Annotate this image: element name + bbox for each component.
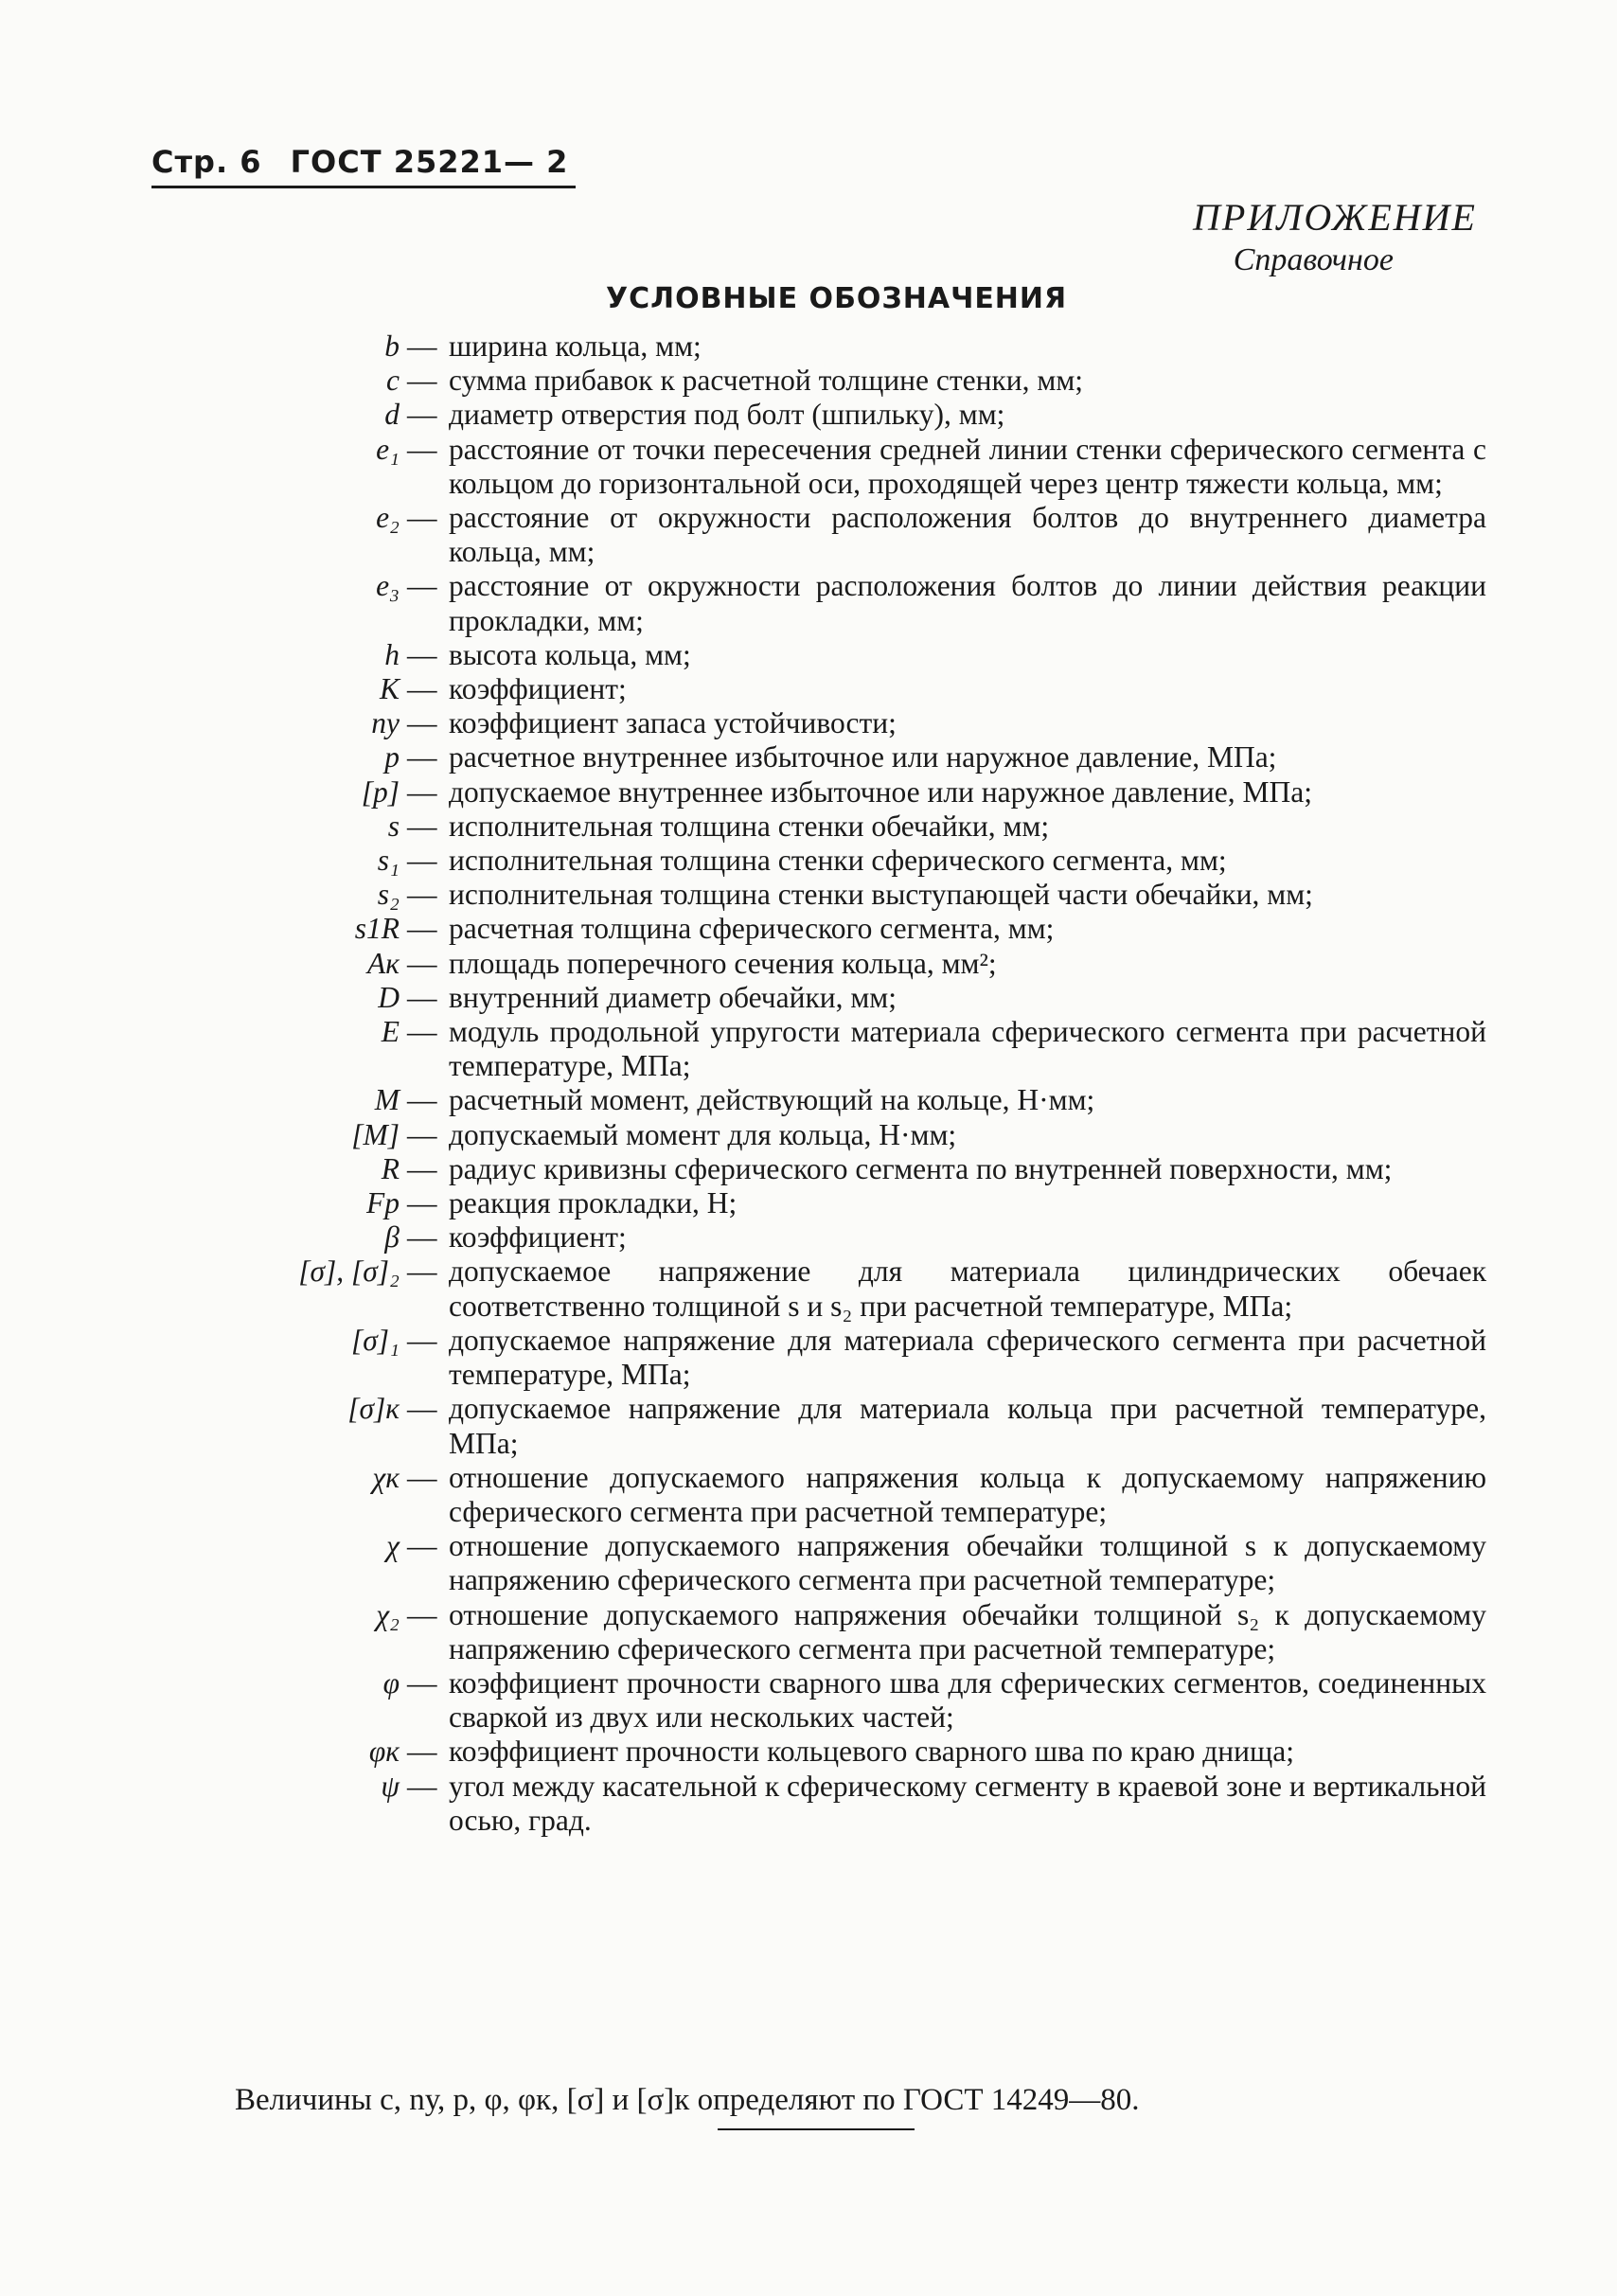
symbol-description: отношение допускаемого напряжения обечайки толщиной s к допускаемому напряжению сферического сегмента при расчетной температуре; xyxy=(449,1529,1486,1597)
symbol-entry xyxy=(218,775,1486,810)
symbol-label: [M] xyxy=(351,1117,400,1151)
em-dash: — xyxy=(407,1769,437,1803)
em-dash: — xyxy=(407,980,437,1014)
symbol-description: высота кольца, мм; xyxy=(449,637,691,671)
header-underline xyxy=(151,186,576,188)
symbol-label: M xyxy=(374,1083,400,1117)
em-dash: — xyxy=(407,329,437,363)
symbol-label: nу xyxy=(371,706,400,740)
end-divider xyxy=(718,2128,915,2130)
symbol-entry xyxy=(218,1461,1486,1529)
em-dash: — xyxy=(407,809,437,843)
footer-note: Величины c, nу, p, φ, φк, [σ] и [σ]к определяют по ГОСТ 14249—80. xyxy=(235,2083,1140,2117)
em-dash: — xyxy=(407,1597,437,1631)
symbol-label: E xyxy=(381,1015,400,1049)
symbol-description: сумма прибавок к расчетной толщине стенки, мм; xyxy=(449,364,1084,398)
symbol-entry xyxy=(218,1529,1486,1597)
symbol-description: коэффициент прочности кольцевого сварного шва по краю днища; xyxy=(449,1735,1295,1769)
page-number: Стр. 6 xyxy=(151,144,262,180)
em-dash: — xyxy=(407,1117,437,1151)
em-dash: — xyxy=(407,398,437,432)
appendix-subtitle: Справочное xyxy=(1233,242,1394,277)
symbol-description: расчетная толщина сферического сегмента, мм; xyxy=(449,912,1055,946)
symbol-label: R xyxy=(381,1151,400,1185)
standard-number: ГОСТ 25221— 2 xyxy=(290,144,569,180)
symbol-label: [σ]₁ xyxy=(350,1323,400,1357)
em-dash: — xyxy=(407,1529,437,1563)
symbol-label: ψ xyxy=(381,1769,400,1803)
symbol-label: χк xyxy=(372,1460,400,1494)
em-dash: — xyxy=(407,946,437,980)
em-dash: — xyxy=(407,844,437,878)
em-dash: — xyxy=(407,706,437,740)
symbol-label: s₁ xyxy=(377,844,400,878)
symbol-entry xyxy=(218,740,1486,774)
symbol-label: Fp xyxy=(366,1186,400,1220)
symbol-entry xyxy=(218,1324,1486,1392)
symbol-description: коэффициент прочности сварного шва для сферических сегментов, соединенных сваркой из двух или нескольких частей; xyxy=(449,1665,1486,1735)
symbol-description: отношение допускаемого напряжения кольца к допускаемому напряжению сферического сегмента при расчетной температуре; xyxy=(449,1460,1486,1528)
symbol-description: допускаемое напряжение для материала кольца при расчетной температуре, МПа; xyxy=(449,1392,1486,1460)
symbol-entry xyxy=(218,878,1486,912)
symbol-label: e₂ xyxy=(376,501,400,535)
symbol-label: Aк xyxy=(367,946,400,980)
em-dash: — xyxy=(407,637,437,671)
symbols-list xyxy=(218,329,1486,1838)
symbol-label: c xyxy=(386,364,400,398)
symbol-description: коэффициент запаса устойчивости; xyxy=(449,706,897,740)
symbol-entry xyxy=(218,672,1486,706)
symbol-label: χ₂ xyxy=(376,1597,400,1631)
symbol-entry xyxy=(218,810,1486,844)
symbol-entry xyxy=(218,912,1486,946)
symbol-entry xyxy=(218,433,1486,501)
symbol-description: допускаемое напряжение для материала сферического сегмента при расчетной температуре, МПа; xyxy=(449,1323,1486,1392)
symbol-label: φ xyxy=(382,1665,400,1700)
symbol-label: s₂ xyxy=(377,878,400,912)
em-dash: — xyxy=(407,1015,437,1049)
symbol-label: b xyxy=(384,329,400,363)
symbol-description: внутренний диаметр обечайки, мм; xyxy=(449,980,897,1014)
symbol-entry xyxy=(218,569,1486,637)
symbol-entry xyxy=(218,706,1486,740)
symbol-description: реакция прокладки, Н; xyxy=(449,1186,737,1220)
symbol-description: допускаемое внутреннее избыточное или наружное давление, МПа; xyxy=(449,774,1312,809)
em-dash: — xyxy=(407,1735,437,1769)
symbol-entry xyxy=(218,1255,1486,1323)
symbol-entry xyxy=(218,1598,1486,1666)
symbol-label: h xyxy=(384,637,400,671)
symbol-description: площадь поперечного сечения кольца, мм²; xyxy=(449,946,997,980)
symbol-entry xyxy=(218,981,1486,1015)
symbol-entry xyxy=(218,1735,1486,1769)
symbol-entry xyxy=(218,1118,1486,1152)
em-dash: — xyxy=(407,432,437,466)
symbol-entry xyxy=(218,364,1486,398)
symbol-label: s xyxy=(387,809,400,843)
symbol-entry xyxy=(218,1186,1486,1220)
symbol-description: расстояние от окружности расположения болтов до внутреннего диаметра кольца, мм; xyxy=(449,501,1486,569)
symbol-entry xyxy=(218,329,1486,364)
symbol-entry xyxy=(218,1083,1486,1117)
symbol-entry xyxy=(218,1220,1486,1255)
symbol-entry xyxy=(218,1015,1486,1083)
symbol-description: исполнительная толщина стенки сферического сегмента, мм; xyxy=(449,844,1227,878)
symbol-description: коэффициент; xyxy=(449,672,627,706)
symbol-label: D xyxy=(378,980,400,1014)
em-dash: — xyxy=(407,740,437,774)
em-dash: — xyxy=(407,1186,437,1220)
em-dash: — xyxy=(407,569,437,603)
em-dash: — xyxy=(407,1255,437,1289)
em-dash: — xyxy=(407,1083,437,1117)
em-dash: — xyxy=(407,364,437,398)
symbol-label: [σ], [σ]₂ xyxy=(298,1255,400,1289)
em-dash: — xyxy=(407,1665,437,1700)
em-dash: — xyxy=(407,878,437,912)
symbol-description: расчетное внутреннее избыточное или наружное давление, МПа; xyxy=(449,740,1277,774)
symbol-description: модуль продольной упругости материала сферического сегмента при расчетной температуре, МПа; xyxy=(449,1015,1486,1083)
symbol-description: диаметр отверстия под болт (шпильку), мм; xyxy=(449,398,1005,432)
em-dash: — xyxy=(407,1323,437,1357)
symbol-entry xyxy=(218,398,1486,432)
symbol-description: отношение допускаемого напряжения обечайки толщиной s₂ к допускаемому напряжению сферического сегмента при расчетной температуре; xyxy=(449,1597,1486,1665)
symbol-description: допускаемый момент для кольца, Н·мм; xyxy=(449,1117,957,1151)
symbol-description: радиус кривизны сферического сегмента по внутренней поверхности, мм; xyxy=(449,1151,1393,1185)
symbol-description: исполнительная толщина стенки обечайки, мм; xyxy=(449,809,1050,843)
symbol-label: d xyxy=(384,398,400,432)
em-dash: — xyxy=(407,912,437,946)
symbol-label: β xyxy=(384,1220,400,1255)
symbol-description: расстояние от окружности расположения болтов до линии действия реакции прокладки, мм; xyxy=(449,569,1486,637)
symbol-entry xyxy=(218,844,1486,878)
section-title: УСЛОВНЫЕ ОБОЗНАЧЕНИЯ xyxy=(606,282,1068,315)
symbol-label: χ xyxy=(386,1529,400,1563)
symbol-label: e₃ xyxy=(376,569,400,603)
symbol-description: исполнительная толщина стенки выступающей части обечайки, мм; xyxy=(449,878,1313,912)
symbol-label: s1R xyxy=(354,912,400,946)
page-header xyxy=(151,144,585,180)
symbol-entry xyxy=(218,638,1486,672)
em-dash: — xyxy=(407,774,437,809)
em-dash: — xyxy=(407,501,437,535)
symbol-entry xyxy=(218,1666,1486,1735)
symbol-description: расчетный момент, действующий на кольце, Н·мм; xyxy=(449,1083,1095,1117)
symbol-description: угол между касательной к сферическому сегменту в краевой зоне и вертикальной осью, град. xyxy=(449,1769,1486,1837)
symbol-description: коэффициент; xyxy=(449,1220,627,1255)
symbol-label: φк xyxy=(368,1735,400,1769)
symbol-label: [p] xyxy=(361,774,400,809)
symbol-entry xyxy=(218,1770,1486,1838)
symbol-label: p xyxy=(384,740,400,774)
symbol-entry xyxy=(218,1392,1486,1460)
em-dash: — xyxy=(407,1392,437,1426)
symbol-description: допускаемое напряжение для материала цилиндрических обечаек соответственно толщиной s и s₂ при расчетной температуре, МПа; xyxy=(449,1255,1486,1323)
em-dash: — xyxy=(407,1220,437,1255)
symbol-entry xyxy=(218,501,1486,569)
symbol-entry xyxy=(218,947,1486,981)
em-dash: — xyxy=(407,672,437,706)
symbol-label: K xyxy=(379,672,400,706)
em-dash: — xyxy=(407,1151,437,1185)
em-dash: — xyxy=(407,1460,437,1494)
symbol-label: e₁ xyxy=(376,432,400,466)
symbol-description: расстояние от точки пересечения средней линии стенки сферического сегмента с кольцом до горизонтальной оси, проходящей через центр тяжести кольца, мм; xyxy=(449,432,1486,500)
appendix-title: ПРИЛОЖЕНИЕ xyxy=(1193,196,1477,239)
symbol-description: ширина кольца, мм; xyxy=(449,329,702,363)
symbol-label: [σ]к xyxy=(347,1392,400,1426)
symbol-entry xyxy=(218,1152,1486,1186)
